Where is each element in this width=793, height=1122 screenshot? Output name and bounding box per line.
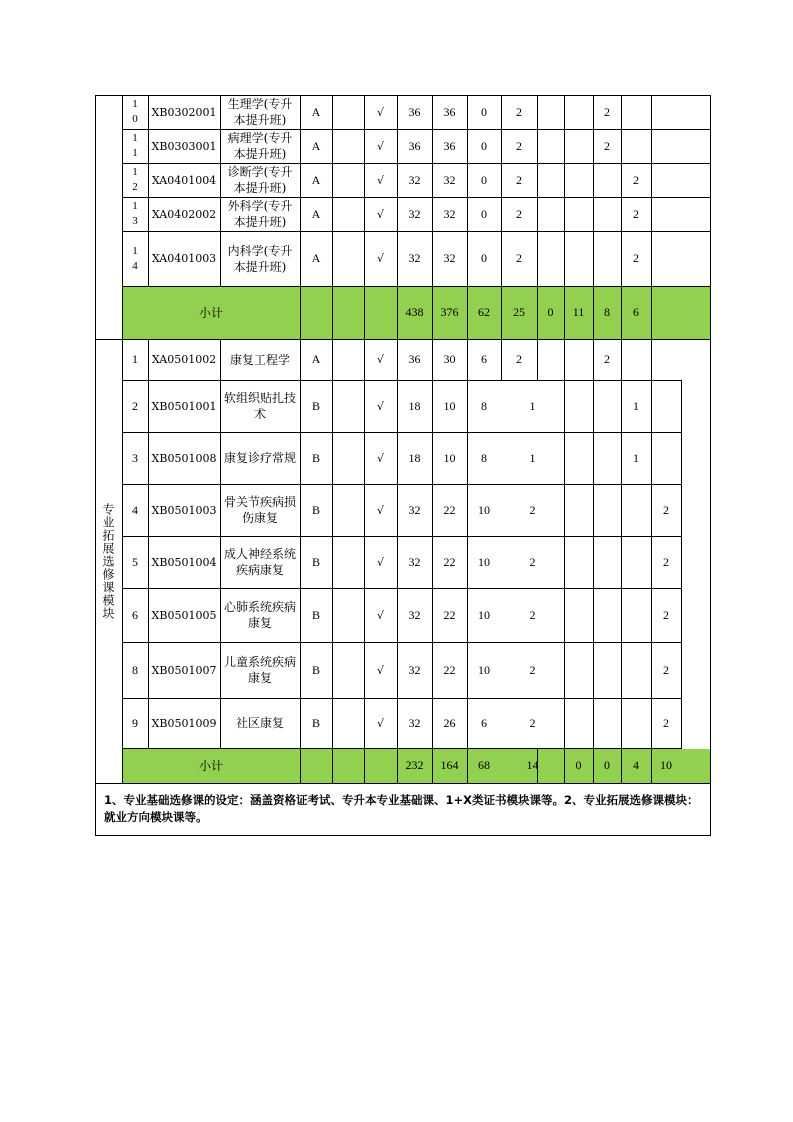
total-hours: 32 bbox=[408, 715, 421, 730]
sequence-digit: 1 bbox=[132, 200, 138, 212]
course-code: XA0401004 bbox=[151, 173, 217, 187]
course-code: XB0501004 bbox=[151, 555, 217, 569]
total-hours: 32 bbox=[408, 206, 421, 221]
theory-hours: 32 bbox=[443, 206, 456, 221]
credit: 2 bbox=[529, 662, 536, 677]
course-type: B bbox=[311, 398, 320, 413]
course-type: A bbox=[311, 352, 321, 366]
semester-hours: 1 bbox=[633, 450, 639, 465]
check-mark: √ bbox=[376, 451, 384, 465]
theory-hours: 30 bbox=[443, 352, 456, 366]
subtotal-theory: 376 bbox=[440, 305, 459, 319]
semester-hours: 2 bbox=[663, 554, 669, 569]
credit: 2 bbox=[529, 554, 536, 569]
course-name: 生理学(专升本提升班) bbox=[227, 97, 293, 127]
course-code: XB0501009 bbox=[151, 716, 217, 730]
subtotal-semester: 11 bbox=[572, 305, 585, 319]
total-hours: 36 bbox=[408, 352, 421, 366]
course-type: A bbox=[311, 251, 321, 265]
sequence-number: 3 bbox=[132, 450, 138, 465]
course-name: 康复工程学 bbox=[229, 352, 290, 367]
credit: 1 bbox=[529, 398, 536, 413]
sequence-number bbox=[122, 163, 148, 197]
check-mark: √ bbox=[376, 716, 384, 730]
theory-hours: 32 bbox=[443, 251, 456, 265]
subtotal-practice: 68 bbox=[478, 758, 490, 772]
sequence-number: 6 bbox=[132, 607, 138, 622]
table-border-line bbox=[95, 835, 711, 836]
subtotal-semester: 8 bbox=[604, 305, 610, 319]
credit: 2 bbox=[516, 251, 522, 265]
course-code: XB0501008 bbox=[151, 451, 217, 465]
sequence-number: 4 bbox=[132, 502, 138, 517]
course-name: 骨关节疾病损伤康复 bbox=[224, 495, 297, 525]
semester-hours: 1 bbox=[633, 398, 639, 413]
course-name: 儿童系统疾病康复 bbox=[224, 655, 297, 685]
practice-hours: 6 bbox=[481, 352, 487, 366]
sequence-digit: 3 bbox=[132, 215, 138, 227]
subtotal-theory: 164 bbox=[440, 758, 459, 772]
total-hours: 36 bbox=[408, 104, 421, 119]
practice-hours: 8 bbox=[481, 450, 487, 465]
course-code: XB0501003 bbox=[151, 503, 217, 517]
course-type: B bbox=[311, 450, 320, 465]
subtotal-semester: 0 bbox=[575, 758, 582, 772]
sequence-digit: 4 bbox=[132, 259, 138, 272]
total-hours: 32 bbox=[408, 554, 421, 569]
course-name: 外科学(专升本提升班) bbox=[227, 199, 293, 229]
total-hours: 18 bbox=[408, 398, 421, 413]
credit: 2 bbox=[516, 138, 522, 153]
sequence-number bbox=[122, 129, 148, 163]
check-mark: √ bbox=[376, 503, 384, 517]
course-code: XB0501005 bbox=[151, 608, 217, 622]
subtotal-label: 小计 bbox=[198, 305, 223, 320]
semester-hours bbox=[593, 197, 621, 231]
practice-hours: 10 bbox=[478, 607, 490, 622]
practice-hours: 0 bbox=[481, 104, 487, 119]
sequence-number: 5 bbox=[132, 554, 138, 569]
course-type: B bbox=[311, 715, 320, 730]
sequence-digit: 1 bbox=[132, 147, 138, 159]
table-border-line bbox=[332, 95, 333, 339]
check-mark: √ bbox=[376, 207, 384, 221]
sequence-number: 8 bbox=[132, 662, 138, 677]
credit: 2 bbox=[516, 172, 522, 187]
table-border-line bbox=[651, 95, 652, 339]
practice-hours: 0 bbox=[481, 172, 487, 187]
course-type: B bbox=[311, 554, 320, 569]
course-type: B bbox=[311, 607, 320, 622]
total-hours: 18 bbox=[408, 450, 421, 465]
theory-hours: 22 bbox=[443, 662, 456, 677]
course-name: 成人神经系统疾病康复 bbox=[224, 547, 297, 577]
theory-hours: 36 bbox=[443, 138, 456, 153]
check-mark: √ bbox=[376, 173, 384, 187]
total-hours: 32 bbox=[408, 607, 421, 622]
course-code: XA0401003 bbox=[151, 252, 217, 265]
table-border-line bbox=[95, 783, 711, 784]
sequence-number bbox=[122, 95, 148, 129]
sequence-digit: 2 bbox=[132, 181, 138, 193]
sequence-number bbox=[122, 197, 148, 231]
footnote: 1、专业基础选修课的设定：涵盖资格证考试、专升本专业基础课、1+X类证书模块课等。2、专业拓展选修课模块：就业方向模块课等。 bbox=[104, 793, 699, 824]
sequence-number: 2 bbox=[132, 398, 138, 413]
practice-hours: 10 bbox=[478, 662, 490, 677]
table-border-line bbox=[332, 339, 333, 783]
sequence-number: 9 bbox=[132, 715, 138, 730]
credit: 2 bbox=[516, 352, 522, 366]
theory-hours: 22 bbox=[443, 554, 456, 569]
practice-hours: 10 bbox=[478, 502, 490, 517]
theory-hours: 22 bbox=[443, 502, 456, 517]
table-border-line bbox=[710, 95, 711, 836]
credit: 1 bbox=[529, 450, 536, 465]
check-mark: √ bbox=[376, 663, 384, 677]
credit: 2 bbox=[516, 206, 522, 221]
check-mark: √ bbox=[376, 608, 384, 622]
check-mark: √ bbox=[376, 353, 384, 366]
theory-hours: 10 bbox=[443, 398, 456, 413]
semester-hours: 2 bbox=[663, 607, 669, 622]
table-border-line bbox=[681, 380, 682, 748]
semester-hours: 2 bbox=[604, 104, 610, 119]
course-type: A bbox=[311, 104, 321, 119]
subtotal-credit: 14 bbox=[526, 758, 539, 772]
subtotal-label: 小计 bbox=[198, 758, 223, 773]
check-mark: √ bbox=[376, 555, 384, 569]
course-name: 软组织贴扎技术 bbox=[224, 391, 297, 421]
course-code: XA0402002 bbox=[151, 207, 217, 221]
sequence-digit: 1 bbox=[132, 132, 138, 144]
module-label: 专业拓展选修课模块 bbox=[101, 502, 115, 620]
total-hours: 32 bbox=[408, 172, 421, 187]
table-border-line bbox=[593, 339, 594, 783]
course-name: 心肺系统疾病康复 bbox=[224, 600, 297, 630]
course-code: XB0501001 bbox=[151, 399, 217, 413]
sequence-number: 1 bbox=[132, 352, 138, 366]
practice-hours: 0 bbox=[481, 206, 487, 221]
subtotal-total: 438 bbox=[405, 305, 424, 319]
course-name: 社区康复 bbox=[235, 716, 284, 730]
practice-hours: 10 bbox=[478, 554, 490, 569]
sequence-digit: 1 bbox=[132, 166, 138, 178]
subtotal-semester: 10 bbox=[660, 758, 672, 772]
course-name: 诊断学(专升本提升班) bbox=[227, 165, 293, 195]
sequence-digit: 1 bbox=[132, 98, 138, 110]
subtotal-total: 232 bbox=[405, 758, 424, 772]
credit: 2 bbox=[516, 104, 522, 119]
semester-hours: 2 bbox=[633, 172, 639, 187]
subtotal-credit: 25 bbox=[513, 305, 525, 319]
sequence-digit: 1 bbox=[132, 244, 138, 257]
course-code: XB0302001 bbox=[151, 105, 217, 119]
check-mark: √ bbox=[376, 252, 384, 265]
practice-hours: 8 bbox=[481, 398, 487, 413]
theory-hours: 36 bbox=[443, 104, 456, 119]
semester-hours: 2 bbox=[604, 352, 610, 366]
semester-hours: 2 bbox=[663, 662, 669, 677]
course-code: XA0501002 bbox=[151, 353, 217, 366]
practice-hours: 6 bbox=[481, 715, 487, 730]
sequence-digit: 0 bbox=[132, 113, 138, 125]
semester-hours: 2 bbox=[604, 138, 610, 153]
subtotal-semester: 0 bbox=[547, 305, 554, 319]
semester-hours: 2 bbox=[633, 206, 639, 221]
sequence-number bbox=[122, 231, 148, 286]
total-hours: 32 bbox=[408, 251, 421, 265]
table-border-line bbox=[537, 339, 538, 380]
check-mark: √ bbox=[376, 399, 384, 413]
subtotal-semester: 0 bbox=[604, 758, 610, 772]
total-hours: 36 bbox=[408, 138, 421, 153]
total-hours: 32 bbox=[408, 662, 421, 677]
course-type: A bbox=[311, 172, 321, 187]
subtotal-semester: 6 bbox=[633, 305, 639, 319]
practice-hours: 0 bbox=[481, 251, 487, 265]
course-name: 病理学(专升本提升班) bbox=[227, 131, 293, 161]
check-mark: √ bbox=[376, 105, 384, 119]
theory-hours: 10 bbox=[443, 450, 456, 465]
semester-hours: 2 bbox=[633, 251, 639, 265]
table-border-line bbox=[564, 339, 565, 783]
total-hours: 32 bbox=[408, 502, 421, 517]
semester-hours bbox=[593, 231, 621, 286]
semester-hours: 2 bbox=[663, 715, 669, 730]
subtotal-semester: 4 bbox=[633, 758, 639, 772]
practice-hours: 0 bbox=[481, 138, 487, 153]
subtotal-practice: 62 bbox=[478, 305, 490, 319]
theory-hours: 32 bbox=[443, 172, 456, 187]
semester-hours bbox=[621, 95, 651, 129]
check-mark: √ bbox=[376, 139, 384, 153]
course-type: B bbox=[311, 502, 320, 517]
course-name: 内科学(专升本提升班) bbox=[227, 243, 293, 274]
course-type: B bbox=[311, 662, 320, 677]
course-type: A bbox=[311, 206, 321, 221]
semester-hours bbox=[621, 129, 651, 163]
credit: 2 bbox=[529, 607, 536, 622]
course-code: XB0303001 bbox=[151, 139, 217, 153]
course-type: A bbox=[311, 138, 321, 153]
credit: 2 bbox=[529, 502, 536, 517]
semester-hours bbox=[593, 163, 621, 197]
credit: 2 bbox=[529, 715, 536, 730]
course-name: 康复诊疗常规 bbox=[224, 451, 297, 465]
theory-hours: 26 bbox=[443, 715, 456, 730]
theory-hours: 22 bbox=[443, 607, 456, 622]
course-code: XB0501007 bbox=[151, 663, 217, 677]
semester-hours: 2 bbox=[663, 502, 669, 517]
